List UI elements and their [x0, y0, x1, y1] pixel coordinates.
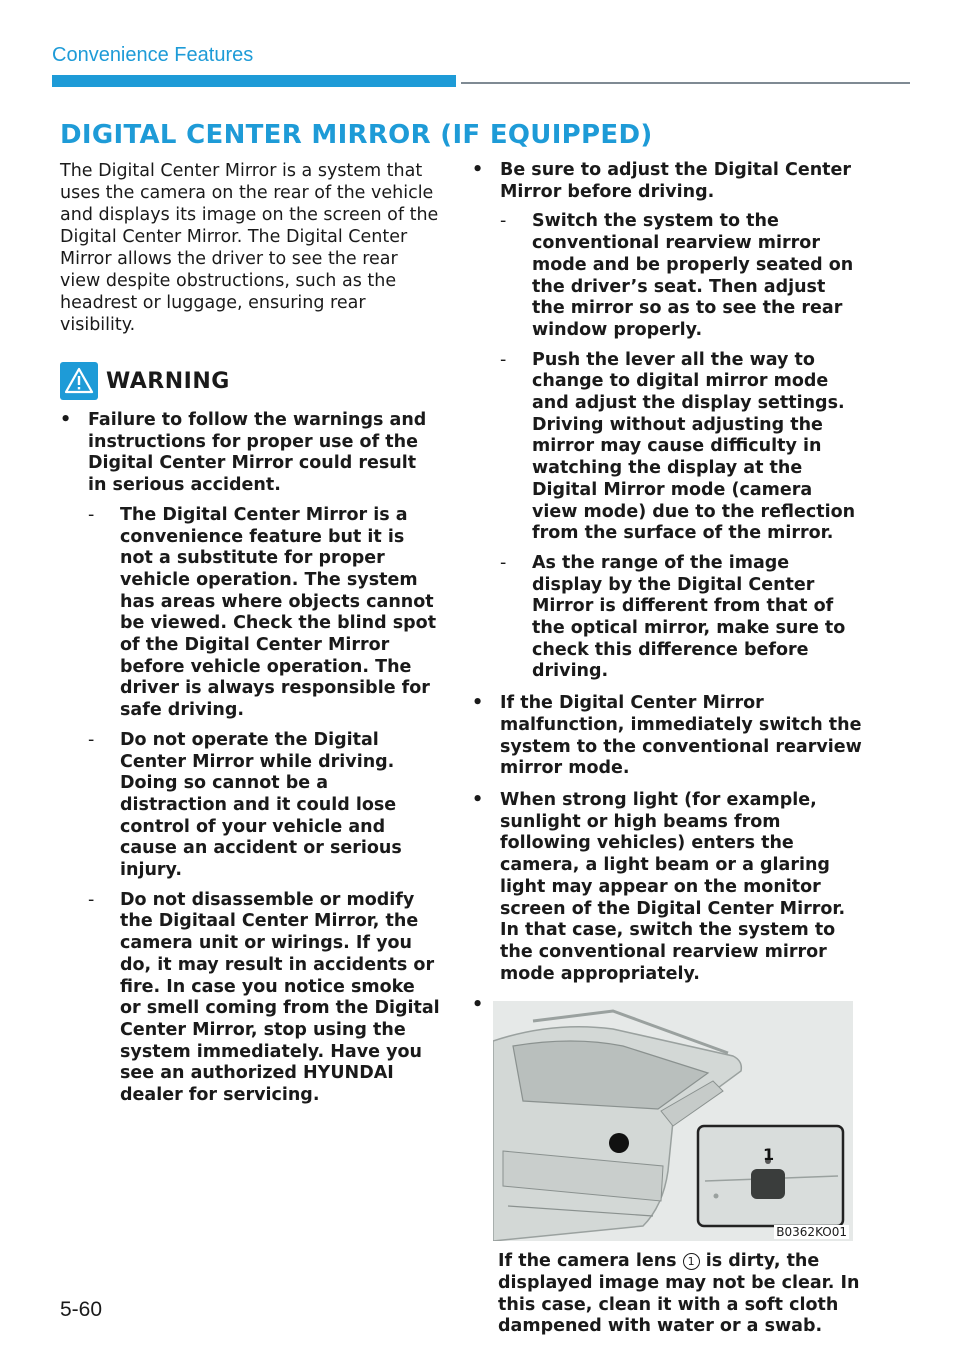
warning-label: WARNING: [106, 368, 230, 394]
warning-header: [60, 362, 440, 400]
circled-marker-icon: 1: [683, 1253, 700, 1270]
right-bullet-text: If the Digital Center Mirror malfunction, immediately switch the system to the conventional rearview mirror mode.: [500, 693, 862, 779]
dash-icon: -: [500, 211, 507, 232]
camera-lens-note: [498, 1251, 862, 1338]
right-sub-text: Push the lever all the way to change to digital mirror mode and adjust the display settings. Driving without adjusting the mirror may cause difficulty in watching the display at the Digital Mirror mode (camera view mode) due to the reflection from the surface of the mirror.: [532, 349, 856, 544]
header-rule: [461, 82, 910, 84]
bullet-icon: •: [60, 410, 72, 430]
intro-paragraph: The Digital Center Mirror is a system that uses the camera on the rear of the vehicle and displays its image on the screen of the Digital Center Mirror. The Digital Center Mirror allows the driver to see the rear view despite obstructions, such as the headrest or luggage, ensuring rear visibility.: [60, 161, 439, 335]
camera-lens-note-start: If the camera lens: [498, 1251, 683, 1272]
bullet-icon: •: [472, 693, 484, 714]
figure-code: B0362KO01: [776, 1225, 847, 1240]
right-sub-text: Switch the system to the conventional rearview mirror mode and be properly seated on the driver’s seat. Then adjust the mirror so as to see the rear window properly.: [532, 211, 854, 340]
warning-bullet-text: Failure to follow the warnings and instructions for proper use of the Digital Center Mirror could result in serious accident.: [88, 410, 427, 496]
dash-icon: -: [500, 349, 507, 370]
bullet-icon: •: [472, 160, 484, 180]
callout-number: 1: [763, 1145, 775, 1165]
camera-illustration: [493, 1001, 853, 1241]
bullet-icon: •: [472, 995, 484, 1016]
right-bullet: [472, 693, 862, 780]
dash-icon: -: [500, 552, 507, 573]
page-number: 5-60: [60, 1298, 103, 1321]
dash-icon: -: [88, 889, 95, 910]
dash-icon: -: [88, 729, 95, 750]
bullet-icon: •: [472, 789, 484, 810]
warning-sub-text: Do not operate the Digital Center Mirror while driving. Doing so cannot be a distraction and it could lose control of your vehicle and cause an accident or serious injury.: [120, 729, 402, 881]
right-sub-item: [500, 211, 862, 341]
warning-bullet: [60, 410, 440, 497]
warning-sub-text: The Digital Center Mirror is a convenience feature but it is not a substitute for proper vehicle operation. The system has areas where objects cannot be viewed. Check the blind spot of the Digital Center Mirror before vehicle operation. The driver is always responsible for safe driving.: [120, 504, 437, 721]
warning-sub-item: [88, 730, 440, 882]
section-title: DIGITAL CENTER MIRROR (IF EQUIPPED): [60, 120, 653, 150]
right-sub-item: [500, 553, 862, 683]
warning-sub-item: [88, 505, 440, 722]
header-rule-accent: [52, 75, 456, 87]
camera-lens-note-end: is dirty, the displayed image may not be clear. In this case, clean it with a soft cloth dampened with water or a swab.: [498, 1251, 860, 1337]
right-bullet-text: When strong light (for example, sunlight or high beams from following vehicles) enters the camera, a light beam or a glaring light may appear on the monitor screen of the Digital Center Mirror. In that case, switch the system to the conventional rearview mirror mode appropriately.: [500, 789, 846, 984]
warning-sub-item: [88, 890, 440, 1107]
warning-icon: [60, 362, 98, 400]
dash-icon: -: [88, 504, 95, 525]
right-sub-item: [500, 350, 862, 545]
right-sub-text: As the range of the image display by the Digital Center Mirror is different from that of the optical mirror, make sure to check this difference before driving.: [532, 552, 846, 682]
right-bullet: [472, 790, 862, 985]
warning-sub-text: Do not disassemble or modify the Digitaal Center Mirror, the camera unit or wirings. If you do, it may result in accidents or fire. In case you notice smoke or smell coming from the Digital Center Mirror, stop using the system immediately. Have you see an authorized HYUNDAI dealer for servicing.: [120, 889, 440, 1106]
right-column: [472, 160, 862, 1338]
header-title: Convenience Features: [52, 44, 254, 66]
left-column: [60, 160, 440, 1107]
right-bullet: [472, 160, 862, 203]
vehicle-rear-camera-image: [493, 1001, 853, 1241]
right-bullet-text: Be sure to adjust the Digital Center Mirror before driving.: [500, 160, 852, 202]
